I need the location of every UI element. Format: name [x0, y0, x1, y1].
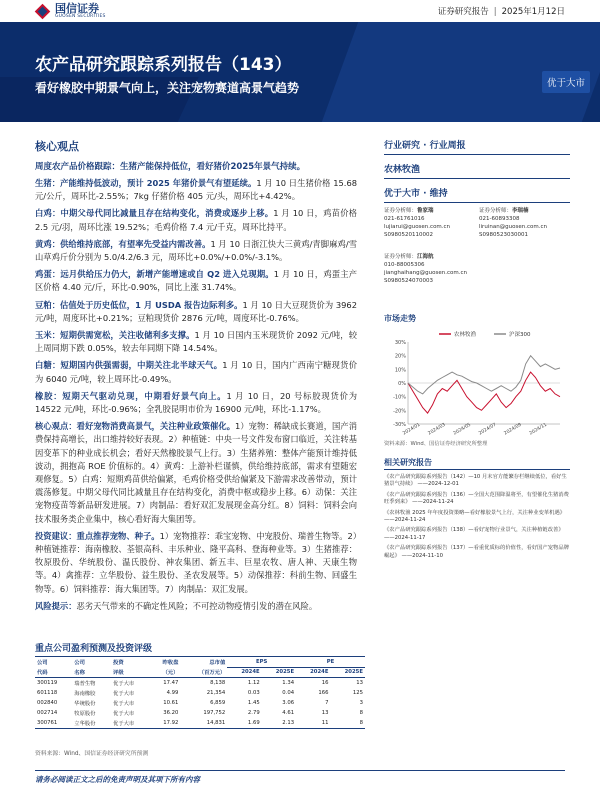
table-cell: 14,831 — [180, 718, 227, 729]
table-cell: 优于大市 — [111, 718, 150, 729]
paragraph-lead: 生猪：产能维持低波动，预计 2025 年猪价景气有望延续。 — [35, 178, 257, 188]
brand-name-en: GUOSEN SECURITIES — [55, 14, 106, 19]
table-cell: 13 — [356, 680, 363, 686]
section-title: 核心观点 — [35, 140, 79, 153]
report-subtitle: 看好橡胶中期景气向上，关注宠物赛道高景气趋势 — [35, 81, 300, 95]
table-cell: 华统股份 — [74, 701, 96, 707]
col-head: EPS — [227, 657, 296, 668]
table-body — [35, 678, 365, 729]
y-tick-label: 10% — [394, 367, 406, 374]
x-tick-label: 2024/09 — [503, 422, 523, 437]
paragraph — [35, 600, 357, 613]
table-cell: 优于大市 — [113, 711, 135, 717]
research-type: 行业研究 · 行业周报 — [384, 141, 466, 151]
paragraph-body: 1 月 10 日，鸡蛋主产区价格 4.40 元/斤，环比-0.90%，同比上涨 31.74%。 — [35, 269, 357, 293]
series-line — [408, 372, 560, 413]
legend-label: 沪深300 — [509, 332, 531, 338]
table-cell: 300761 — [35, 718, 72, 729]
col-head: （百万元） — [180, 667, 227, 678]
core-views — [35, 138, 357, 617]
report-title: 农产品研究跟踪系列报告（143） — [35, 55, 292, 75]
sidebar — [384, 138, 570, 563]
col-head: 代码 — [35, 667, 72, 678]
industry-name: 农林牧渔 — [384, 165, 421, 175]
related-report-item[interactable]: 《农产品研究跟踪系列报告（137）—看重优质标的价值性，看好国产宠物品牌崛起》 ——2024-11-10 — [384, 545, 569, 559]
paragraph — [35, 177, 357, 203]
series-line — [408, 356, 560, 394]
paragraph — [35, 390, 357, 416]
paragraph-lead: 鸡蛋：远月供给压力仍大，新增产能增速或自 Q2 进入兑现期。 — [35, 269, 274, 280]
brand-logo — [35, 3, 106, 20]
legend-label: 农林牧渔 — [454, 332, 477, 338]
chart-svg — [384, 328, 564, 438]
paragraph-body: 1 月 10 日大豆现货价为 3962 元/吨，周度环比+0.21%；豆粕现货价 2876 元/吨，周度环比-0.76%。 — [35, 299, 357, 323]
col-head: 投资 — [111, 657, 150, 668]
table-cell: 4.99 — [166, 690, 179, 696]
paragraph-body: 1 月 10 日，鸡苗价格 2.5 元/羽，周环比涨 19.52%；毛鸡价格 7.4 元/千克，周环比持平。 — [35, 208, 358, 232]
col-head: （元） — [150, 667, 181, 678]
related-report-item[interactable]: 《农产品研究跟踪系列报告（142）—10 月末官方能繁存栏继续低位，看好生猪景气持续》 ——2024-12-01 — [384, 474, 567, 488]
paragraph — [35, 268, 357, 294]
table-cell: 197,752 — [203, 710, 226, 716]
table-cell: 8 — [359, 710, 363, 716]
table-cell: 2.79 — [247, 710, 260, 716]
y-tick-label: 30% — [394, 340, 406, 346]
industry-rating: 优于大市 · 维持 — [384, 189, 448, 199]
profit-forecast-table — [35, 656, 365, 729]
table-cell: 1.45 — [247, 700, 260, 706]
analyst-block — [384, 207, 570, 307]
analyst-card: 证券分析师：江海航 010-88005306 jianghaihang@guosen.com.cn S0980524070003 — [384, 254, 467, 284]
table-row — [35, 678, 365, 689]
chart-source: 资料来源：Wind、国信证券经济研究所整理 — [384, 441, 488, 447]
table-cell: 10.61 — [163, 700, 179, 706]
table-cell: 601118 — [37, 690, 58, 696]
paragraph-body: 1 月 10 日国内玉米现货价 2092 元/吨，较上周同期下跌 0.05%，较去年同期下降 14.54%。 — [35, 330, 357, 354]
analyst-card: 证券分析师：李瑞楠 021-60893308 liruinan@guosen.com.cn S0980523030001 — [479, 208, 548, 238]
table-cell: 17.92 — [150, 718, 181, 729]
table-cell: 1.12 — [247, 680, 260, 686]
rating-badge: 优于大市 — [542, 71, 590, 93]
table-source: 资料来源：Wind、国信证券经济研究所预测 — [35, 751, 149, 757]
y-tick-label: -20% — [393, 408, 406, 415]
header-meta: 证券研究报告 | 2025年1月12日 — [437, 7, 565, 17]
paragraph-body: 恶劣天气带来的不确定性风险；不可控动物疫情引发的潜在风险。 — [76, 600, 318, 611]
related-report-item[interactable]: 《农林牧渔 2025 年年度投资策略—看好橡胶景气上行，关注种业变革机遇》 ——2024-11-24 — [384, 509, 566, 524]
table-row — [35, 708, 365, 718]
col-head: PE — [296, 657, 365, 668]
col-head: 公司 — [35, 657, 72, 668]
table-cell: 4.61 — [282, 710, 295, 716]
table-cell: 立华股份 — [72, 718, 111, 729]
col-head: 总市值 — [180, 657, 227, 668]
table-cell: 2.13 — [262, 718, 296, 729]
paragraph-lead: 投资建议：重点推荐宠物、种子。 — [35, 530, 160, 541]
related-reports-title: 相关研究报告 — [384, 457, 570, 470]
paragraph — [35, 207, 357, 233]
col-head: 名称 — [72, 667, 111, 678]
paragraph-lead: 玉米：短期供需宽松，关注收储利多支撑。 — [35, 330, 195, 341]
table-cell: 牧原股份 — [74, 711, 96, 717]
col-head: 公司 — [72, 657, 111, 668]
analyst-card: 证券分析师：鲁家瑞 021-61761016 lujiarui@guosen.com.cn S0980520110002 — [384, 208, 451, 238]
title-banner — [0, 22, 600, 122]
table-cell: 8,138 — [210, 680, 226, 686]
related-report-item[interactable]: 《农产品研究跟踪系列报告（136）—全国大范围降温将至，有望催化生猪消费旺季到来》 ——2024-11-24 — [384, 491, 569, 506]
col-head: 昨收盘 — [150, 657, 181, 668]
market-trend-chart — [384, 328, 564, 438]
related-reports-list — [384, 474, 570, 560]
paragraph-body: 1）宠物：稀缺成长赛道，国产消费保持高增长，出口维持较好表现。2）种植链：中央一号文件发布窗口临近，关注转基因变革下的种业成长机会；看好天然橡胶景气上行。3）生猪养殖：整体产能预计维持低波动，拥抱高 ROE 价值标的。4）黄鸡：上游补栏谨慎，供给维持底部，需求有望随宏观修复。5）白鸡：短期鸡苗供给偏紧，毛鸡价格受供给偏紧及下游需求改善带动，预计震荡修复。中期父母代同比减量且存在结构变化，消费中枢或稳步上移。6）动保：关注宠物疫苗等新品研发进展。7）肉制品：看好双汇发展现金高分红。8）饲料：饲料会向技术服务类企业集中，核心看好海大集团等。 — [35, 421, 357, 524]
col-head: 2025E — [331, 667, 366, 678]
paragraph-body: 1）宠物推荐：乖宝宠物、中宠股份、瑞普生物等。2）种植链推荐：海南橡胶、荃银高科、丰乐种业、隆平高科、登海种业等。3）生猪推荐：牧原股份、华统股份、温氏股份、神农集团、新五丰、巨星农牧、唐人神、天康生物等。4）禽推荐：立华股份、益生股份、圣农发展等。5）动保推荐：科前生物、回盛生物等。6）饲料推荐：海大集团等。7）肉制品：双汇发展。 — [35, 530, 357, 594]
table-cell: 13 — [321, 710, 329, 716]
sub-title: 周度农产品价格跟踪：生猪产能保持低位，看好猪价2025年景气持续。 — [35, 162, 306, 172]
paragraph-lead: 核心观点：看好宠物消费高景气，关注种业政策催化。 — [35, 421, 236, 432]
table-row — [35, 688, 365, 698]
paragraph-body: 1 月 10 日，20 号标胶现货价为 14522 元/吨，环比-0.96%；全乳胶昆明市价为 16900 元/吨，环比-1.17%。 — [35, 390, 357, 415]
x-tick-label: 2024/03 — [427, 422, 447, 437]
table-cell: 1.69 — [227, 718, 261, 729]
paragraph — [35, 299, 357, 325]
table-cell: 7 — [325, 700, 329, 706]
table-cell: 海南橡胶 — [74, 691, 96, 697]
paragraph-lead: 黄鸡：供给维持底部，有望率先受益内需改善。 — [35, 238, 211, 249]
paragraph — [35, 420, 357, 526]
table-cell: 166 — [318, 690, 329, 696]
table-cell: 002714 — [37, 710, 58, 716]
table-cell: 17.47 — [163, 680, 179, 686]
page-header — [0, 0, 600, 22]
y-tick-label: 0% — [398, 381, 406, 387]
col-head: 评级 — [111, 667, 150, 678]
paragraph-body: 1 月 10 日浙江快大三黄鸡/青脚麻鸡/雪山草鸡斤价分别为 5.0/4.2/6.3 元，周环比+0.0%/+0.0%/-3.1%。 — [35, 238, 357, 263]
table-row — [35, 718, 365, 729]
x-tick-label: 2024/01 — [402, 422, 422, 437]
table-cell: 36.20 — [163, 710, 179, 716]
paragraph-lead: 豆粕：估值处于历史低位，1 月 USDA 报告边际利多。 — [35, 299, 243, 310]
table-cell: 优于大市 — [113, 681, 135, 687]
table-cell: 优于大市 — [113, 701, 135, 707]
paragraph-lead: 白鸡：中期父母代同比减量且存在结构变化，消费或逐步上移。 — [35, 208, 274, 219]
paragraph-lead: 橡胶：短期天气驱动兑现，中期看好景气向上。 — [35, 390, 227, 401]
paragraph-list — [35, 177, 357, 613]
paragraph — [35, 359, 357, 385]
table-cell: 11 — [296, 718, 330, 729]
y-tick-label: 20% — [394, 353, 406, 360]
paragraph-lead: 白糖：短期国内供强需弱，中期关注北半球天气。 — [35, 360, 223, 371]
col-head: 2024E — [227, 667, 261, 678]
x-tick-label: 2024/07 — [478, 422, 498, 437]
page-footer — [35, 770, 565, 784]
paragraph-body: 1 月 10 日生猪价格 15.68 元/公斤，周环比-2.55%；7kg 仔猪价格 405 元/头，周环比+4.42%。 — [35, 178, 358, 202]
table-cell: 0.04 — [282, 690, 295, 696]
logo-icon — [35, 4, 51, 20]
related-report-item[interactable]: 《农产品研究跟踪系列报告（138）—看好宠物行业景气，关注种植链改善》 ——2024-11-17 — [384, 527, 564, 541]
paragraph-lead: 风险提示： — [35, 600, 77, 611]
table-cell: 21,354 — [206, 690, 226, 696]
x-tick-label: 2024/11 — [528, 422, 548, 437]
y-tick-label: -30% — [393, 422, 406, 428]
report-date: 2025年1月12日 — [501, 7, 565, 17]
table-cell: 16 — [321, 680, 329, 686]
x-tick-label: 2024/05 — [452, 422, 472, 437]
table-cell: 瑞普生物 — [74, 681, 96, 687]
col-head: 2025E — [262, 667, 296, 678]
paragraph — [35, 329, 357, 355]
paragraph — [35, 238, 357, 264]
table-cell: 6,859 — [210, 700, 226, 706]
table-cell: 1.34 — [282, 680, 295, 686]
table-cell: 优于大市 — [113, 691, 135, 697]
brand-name: 国信证券 — [55, 2, 99, 15]
market-trend-title: 市场走势 — [384, 314, 416, 323]
table-cell: 300119 — [37, 680, 58, 686]
table-cell: 3.06 — [282, 700, 295, 706]
y-tick-label: -10% — [393, 394, 406, 401]
table-cell: 8 — [331, 718, 366, 729]
table-title: 重点公司盈利预测及投资评级 — [35, 644, 153, 654]
table-cell: 0.03 — [247, 690, 260, 696]
table-cell: 3 — [359, 700, 363, 706]
disclaimer-text: 请务必阅读正文之后的免责声明及其项下所有内容 — [35, 775, 200, 784]
paragraph-body: 1 月 10 日，国内广西南宁糖现货价为 6040 元/吨，较上周环比-0.49%。 — [35, 360, 357, 384]
report-type: 证券研究报告 — [437, 7, 489, 17]
col-head: 2024E — [296, 667, 330, 678]
table-row — [35, 698, 365, 708]
table-cell: 125 — [352, 690, 363, 696]
paragraph — [35, 530, 357, 596]
table-cell: 002840 — [37, 700, 58, 706]
